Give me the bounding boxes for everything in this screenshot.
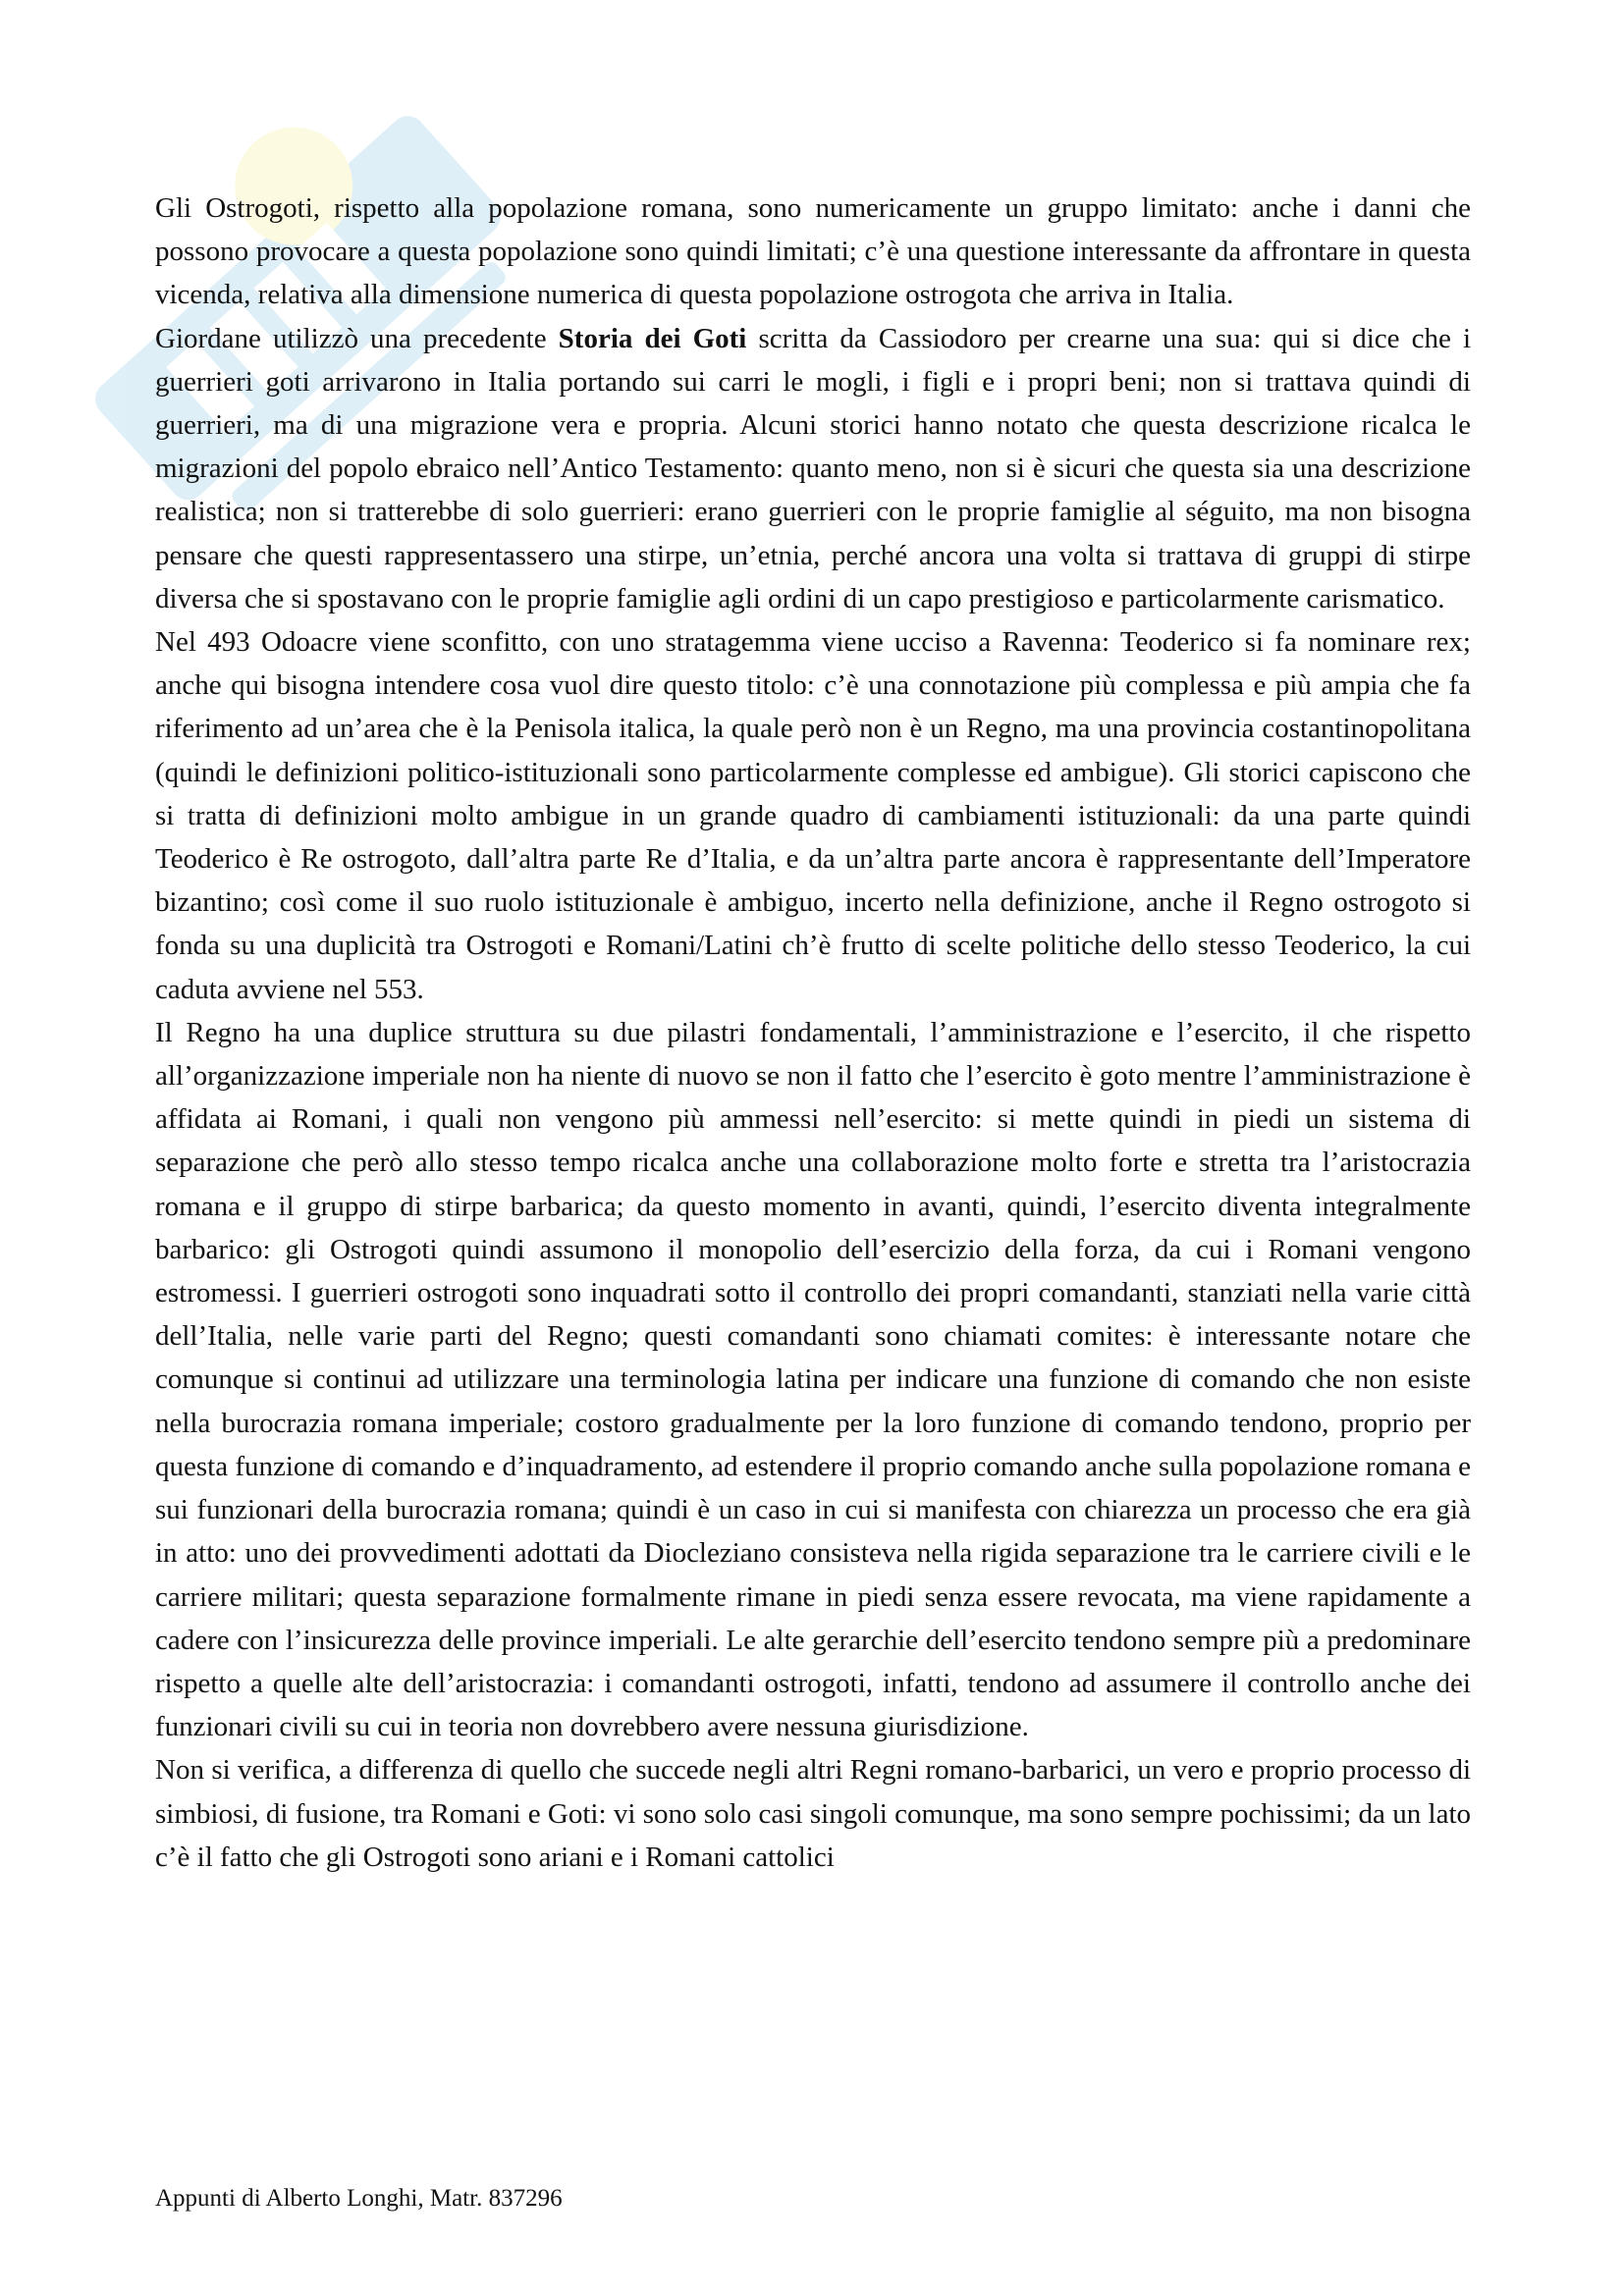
paragraph-2-intro: Giordane utilizzò una precedente bbox=[155, 322, 559, 354]
page-footer: Appunti di Alberto Longhi, Matr. 837296 bbox=[155, 2185, 563, 2212]
paragraph-2-rest: scritta da Cassiodoro per crearne una sua: qui si dice che i guerrieri goti arrivarono in Italia portando sui carri le mogli, i figli e i propri beni; non si trattava quindi di guerrieri, ma di una migrazione vera e propria. Alcuni storici hanno notato che questa descrizione ricalca le migrazioni del popolo ebraico nell’Antico Testamento: quanto meno, non si è sicuri che questa sia una descrizione realistica; non si tratterebbe di solo guerrieri: erano guerrieri con le proprie famiglie al séguito, ma non bisogna pensare che questi rappresentassero una stirpe, un’etnia, perché ancora una volta si trattava di gruppi di stirpe diversa che si spostavano con le proprie famiglie agli ordini di un capo prestigioso e particolarmente carismatico. bbox=[155, 322, 1471, 614]
paragraph-4: Il Regno ha una duplice struttura su due pilastri fondamentali, l’amministrazione e l’esercito, il che rispetto all’organizzazione imperiale non ha niente di nuovo se non il fatto che l’esercito è goto mentre l’amministrazione è affidata ai Romani, i quali non vengono più ammessi nell’esercito: si mette quindi in piedi un sistema di separazione che però allo stesso tempo ricalca anche una collaborazione molto forte e stretta tra l’aristocrazia romana e il gruppo di stirpe barbarica; da questo momento in avanti, quindi, l’esercito diventa integralmente barbarico: gli Ostrogoti quindi assumono il monopolio dell’esercizio della forza, da cui i Romani vengono estromessi. I guerrieri ostrogoti sono inquadrati sotto il controllo dei propri comandanti, stanziati nella varie città dell’Italia, nelle varie parti del Regno; questi comandanti sono chiamati comites: è interessante notare che comunque si continui ad utilizzare una terminologia latina per indicare una funzione di comando che non esiste nella burocrazia romana imperiale; costoro gradualmente per la loro funzione di comando tendono, proprio per questa funzione di comando e d’inquadramento, ad estendere il proprio comando anche sulla popolazione romana e sui funzionari della burocrazia romana; quindi è un caso in cui si manifesta con chiarezza un processo che era già in atto: uno dei provvedimenti adottati da Diocleziano consisteva nella rigida separazione tra le carriere civili e le carriere militari; questa separazione formalmente rimane in piedi senza essere revocata, ma viene rapidamente a cadere con l’insicurezza delle province imperiali. Le alte gerarchie dell’esercito tendono sempre più a predominare rispetto a quelle alte dell’aristocrazia: i comandanti ostrogoti, infatti, tendono ad assumere il controllo anche dei funzionari civili su cui in teoria non dovrebbero avere nessuna giurisdizione. bbox=[155, 1016, 1471, 1743]
paragraph-3: Nel 493 Odoacre viene sconfitto, con uno stratagemma viene ucciso a Ravenna: Teoderico si fa nominare rex; anche qui bisogna intendere cosa vuol dire questo titolo: c’è una connotazione più complessa e più ampia che fa riferimento ad un’area che è la Penisola italica, la quale però non è un Regno, ma una provincia costantinopolitana (quindi le definizioni politico-istituzionali sono particolarmente complesse ed ambigue). Gli storici capiscono che si tratta di definizioni molto ambigue in un grande quadro di cambiamenti istituzionali: da una parte quindi Teoderico è Re ostrogoto, dall’altra parte Re d’Italia, e da un’altra parte ancora è rappresentante dell’Imperatore bizantino; così come il suo ruolo istituzionale è ambiguo, incerto nella definizione, anche il Regno ostrogoto si fonda su una duplicità tra Ostrogoti e Romani/Latini ch’è frutto di scelte politiche dello stesso Teoderico, la cui caduta avviene nel 553. bbox=[155, 626, 1471, 1005]
book-title-storia-dei-goti: Storia dei Goti bbox=[558, 322, 747, 354]
paragraph-1: Gli Ostrogoti, rispetto alla popolazione romana, sono numericamente un gruppo limitato: anche i danni che possono provocare a questa popolazione sono quindi limitati; c’è una questione interessante da affrontare in questa vicenda, relativa alla dimensione numerica di questa popolazione ostrogota che arriva in Italia. bbox=[155, 192, 1471, 311]
document-body bbox=[155, 187, 1471, 1879]
paragraph-5: Non si verifica, a differenza di quello che succede negli altri Regni romano-barbarici, un vero e proprio processo di simbiosi, di fusione, tra Romani e Goti: vi sono solo casi singoli comunque, ma sono sempre pochissimi; da un lato c’è il fatto che gli Ostrogoti sono ariani e i Romani cattolici bbox=[155, 1754, 1471, 1873]
paragraph-2 bbox=[155, 317, 1471, 620]
